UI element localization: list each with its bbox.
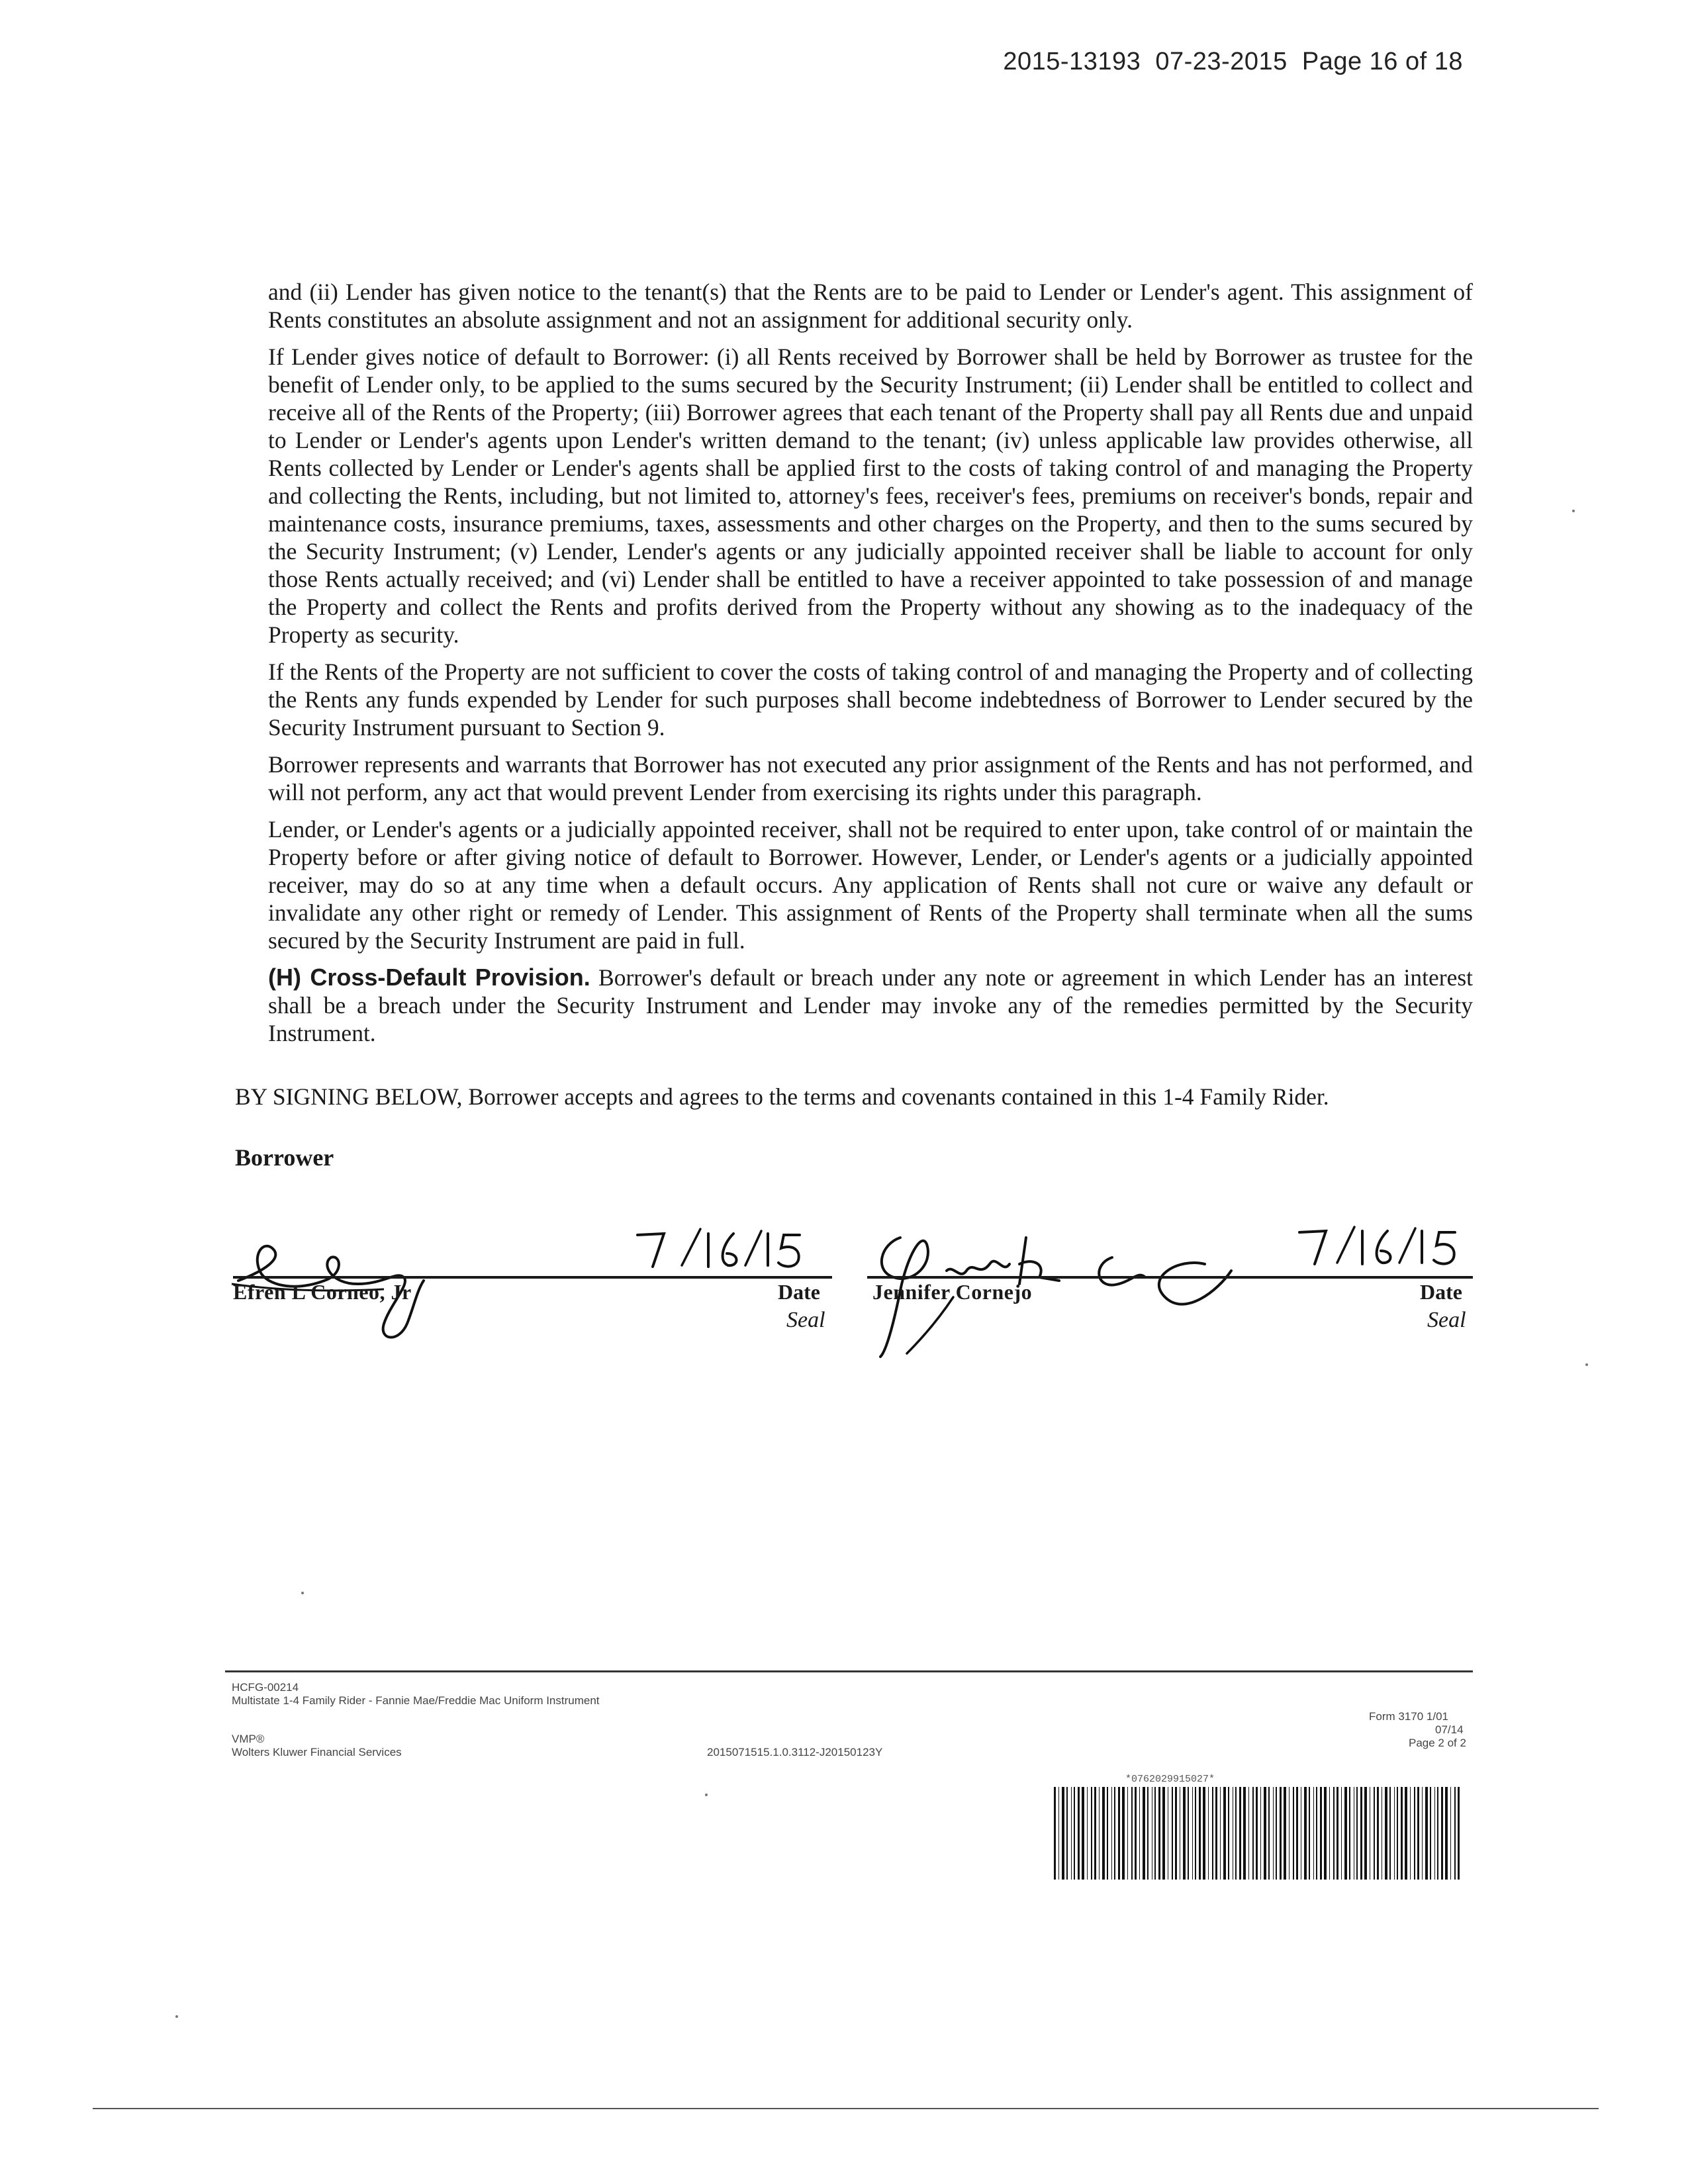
- barcode-bar: [1099, 1787, 1100, 1880]
- signer-1-name: Efren L Corneo, Jr: [233, 1280, 412, 1304]
- footer-form-revision: 07/14: [1435, 1723, 1464, 1736]
- barcode-bar: [1264, 1787, 1266, 1880]
- document-body: [268, 278, 1473, 1056]
- barcode-bar: [1454, 1787, 1456, 1880]
- barcode-text: *0762029915027*: [1125, 1774, 1215, 1785]
- barcode-bar: [1175, 1787, 1177, 1880]
- barcode-bar: [1313, 1787, 1314, 1880]
- barcode-bar: [1374, 1787, 1375, 1880]
- footer-form-number: Form 3170 1/01: [1369, 1710, 1449, 1723]
- barcode-bar: [1329, 1787, 1330, 1880]
- scan-speck: [175, 2015, 178, 2018]
- bottom-edge-rule: [93, 2108, 1599, 2109]
- footer-vendor-name: Wolters Kluwer Financial Services: [232, 1746, 402, 1758]
- barcode-bar: [1450, 1787, 1451, 1880]
- barcode-bar: [1445, 1787, 1448, 1880]
- barcode-bar: [1223, 1787, 1226, 1880]
- barcode-bar: [1195, 1787, 1196, 1880]
- scan-speck: [705, 1794, 708, 1796]
- barcode-bar: [1135, 1787, 1137, 1880]
- cross-default-section: [268, 964, 1473, 1047]
- barcode-bar: [1118, 1787, 1120, 1880]
- barcode-bar: [1078, 1787, 1080, 1880]
- barcode-bar: [1256, 1787, 1258, 1880]
- barcode-bar: [1102, 1787, 1105, 1880]
- footer-doc-id: 2015071515.1.0.3112-J20150123Y: [707, 1746, 883, 1758]
- footer-vendor: VMP®: [232, 1733, 265, 1745]
- barcode-bar: [1437, 1787, 1438, 1880]
- barcode-bar: [1410, 1787, 1411, 1880]
- footer-page-of: Page 2 of 2: [1409, 1737, 1466, 1749]
- barcode-graphic: [1054, 1787, 1464, 1880]
- footer-form-title: Multistate 1-4 Family Rider - Fannie Mae/Freddie Mac Uniform Instrument: [232, 1694, 600, 1707]
- barcode-bar: [1154, 1787, 1156, 1880]
- barcode-bar: [1260, 1787, 1261, 1880]
- barcode-bar: [1401, 1787, 1403, 1880]
- barcode-bar: [1131, 1787, 1133, 1880]
- barcode-bar: [1212, 1787, 1213, 1880]
- barcode-bar: [1273, 1787, 1274, 1880]
- barcode-bar: [1304, 1787, 1307, 1880]
- barcode-bar: [1336, 1787, 1338, 1880]
- barcode-bar: [1284, 1787, 1286, 1880]
- barcode-bar: [1434, 1787, 1435, 1880]
- barcode-bar: [1235, 1787, 1237, 1880]
- barcode-bar: [1122, 1787, 1125, 1880]
- barcode-bar: [1405, 1787, 1407, 1880]
- body-paragraph: Borrower represents and warrants that Borrower has not executed any prior assignment of the Rents and has not performed, and will not perform, any act that would prevent Lender from exercising its rights under this paragraph.: [268, 751, 1473, 805]
- scan-speck: [1585, 1363, 1588, 1366]
- scan-speck: [301, 1592, 304, 1594]
- barcode-bar: [1111, 1787, 1112, 1880]
- barcode-bar: [1248, 1787, 1249, 1880]
- barcode-bar: [1183, 1787, 1186, 1880]
- barcode-bar: [1143, 1787, 1145, 1880]
- signer-1-seal-label: Seal: [786, 1308, 825, 1332]
- barcode-bar: [1385, 1787, 1387, 1880]
- barcode-bar: [1239, 1787, 1241, 1880]
- footer-rule: [225, 1670, 1473, 1672]
- barcode-bar: [1162, 1787, 1165, 1880]
- barcode-bar: [1293, 1787, 1294, 1880]
- barcode-bar: [1094, 1787, 1096, 1880]
- barcode-bar: [1309, 1787, 1310, 1880]
- barcode-bar: [1430, 1787, 1431, 1880]
- barcode-bar: [1139, 1787, 1140, 1880]
- body-paragraph: If Lender gives notice of default to Borrower: (i) all Rents received by Borrower shall be held by Borrower as trustee for the benefit of Lender only, to be applied to the sums secured by the Security Instrument; (ii) Lender shall be entitled to collect and receive all of the Rents of the Property; (iii) Borrower agrees that each tenant of the Property shall pay all Rents due and unpaid to Lender or Lender's agents upon Lender's written demand to the tenant; (iv) unless applicable law provides otherwise, all Rents collected by Lender or Lender's agents shall be applied first to the costs of taking control of and managing the Property and collecting the Rents, including, but not limited to, attorney's fees, receiver's fees, premiums on receiver's bonds, repair and maintenance costs, insurance premiums, taxes, assessments and other charges on the Property, and then to the sums secured by the Security Instrument; (v) Lender, Lender's agents or any judicially appointed receiver shall be liable to account for only those Rents actually received; and (vi) Lender shall be entitled to have a receiver appointed to take possession of and manage the Property and collect the Rents and profits derived from the Property without any showing as to the inadequacy of the Property as security.: [268, 343, 1473, 648]
- barcode-bar: [1066, 1787, 1068, 1880]
- signature-2-date-handwriting: [1296, 1223, 1462, 1276]
- signer-2-name: Jennifer Cornejo: [872, 1280, 1033, 1304]
- barcode-bar: [1268, 1787, 1270, 1880]
- body-paragraph: If the Rents of the Property are not sufficient to cover the costs of taking control of and managing the Property and of collecting the Rents any funds expended by Lender for such purposes shall become indebtedness of Borrower to Lender secured by the Security Instrument pursuant to Section 9.: [268, 659, 1473, 741]
- barcode-bar: [1441, 1787, 1443, 1880]
- barcode-bar: [1360, 1787, 1362, 1880]
- barcode-bar: [1397, 1787, 1398, 1880]
- signer-2-date-label: Date: [1420, 1280, 1462, 1304]
- barcode-bar: [1058, 1787, 1059, 1880]
- cross-default-text: Borrower's default or breach under any note or agreement in which Lender has an interest shall be a breach under the Security Instrument and Lender may invoke any of the remedies permitted by the Security Instrument.: [268, 964, 1474, 1046]
- barcode-bar: [1320, 1787, 1322, 1880]
- scan-speck: [1572, 510, 1575, 512]
- barcode-bar: [1107, 1787, 1108, 1880]
- signature-1-line: [233, 1276, 832, 1279]
- barcode-bar: [1091, 1787, 1092, 1880]
- barcode-bar: [1364, 1787, 1367, 1880]
- barcode-bar: [1349, 1787, 1350, 1880]
- cross-default-heading: (H) Cross-Default Provision.: [268, 964, 590, 991]
- barcode-bar: [1192, 1787, 1193, 1880]
- signature-2-line: [867, 1276, 1473, 1279]
- barcode-bar: [1422, 1787, 1423, 1880]
- barcode-bar: [1215, 1787, 1217, 1880]
- barcode-bar: [1417, 1787, 1419, 1880]
- barcode-bar: [1127, 1787, 1128, 1880]
- barcode-bar: [1087, 1787, 1088, 1880]
- barcode-bar: [1341, 1787, 1342, 1880]
- barcode-bar: [1458, 1787, 1460, 1880]
- signature-1-date-handwriting: [634, 1226, 806, 1279]
- barcode-bar: [1203, 1787, 1205, 1880]
- barcode-bar: [1147, 1787, 1149, 1880]
- barcode-bar: [1054, 1787, 1056, 1880]
- borrower-label: Borrower: [235, 1144, 334, 1171]
- signing-statement: BY SIGNING BELOW, Borrower accepts and agrees to the terms and covenants contained in this 1-4 Family Rider.: [235, 1083, 1329, 1110]
- barcode-bar: [1425, 1787, 1428, 1880]
- barcode-bar: [1172, 1787, 1173, 1880]
- barcode-bar: [1071, 1787, 1072, 1880]
- barcode-bar: [1243, 1787, 1246, 1880]
- body-paragraph: Lender, or Lender's agents or a judicially appointed receiver, shall not be required to enter upon, take control of or maintain the Property before or after giving notice of default to Borrower. However, Lender, or Lender's agents or a judicially appointed receiver, may do so at any time when a default occurs. Any application of Rents shall not cure or waive any default or invalidate any other right or remedy of Lender. This assignment of Rents of the Property shall terminate when all the sums secured by the Security Instrument are paid in full.: [268, 816, 1473, 954]
- barcode-bar: [1296, 1787, 1298, 1880]
- barcode-bar: [1074, 1787, 1075, 1880]
- barcode-bar: [1082, 1787, 1084, 1880]
- barcode-bar: [1324, 1787, 1327, 1880]
- barcode-bar: [1377, 1787, 1379, 1880]
- barcode-bar: [1276, 1787, 1277, 1880]
- barcode-bar: [1333, 1787, 1335, 1880]
- barcode-bar: [1394, 1787, 1395, 1880]
- barcode-bar: [1062, 1787, 1064, 1880]
- barcode-bar: [1208, 1787, 1209, 1880]
- barcode-bar: [1414, 1787, 1415, 1880]
- barcode-bar: [1280, 1787, 1282, 1880]
- barcode-bar: [1199, 1787, 1201, 1880]
- barcode-bar: [1316, 1787, 1317, 1880]
- barcode-bar: [1158, 1787, 1160, 1880]
- barcode-bar: [1188, 1787, 1189, 1880]
- signer-1-date-label: Date: [778, 1280, 820, 1304]
- signer-2-seal-label: Seal: [1427, 1308, 1466, 1332]
- barcode-bar: [1220, 1787, 1221, 1880]
- body-paragraph: and (ii) Lender has given notice to the tenant(s) that the Rents are to be paid to Lender or Lender's agent. This assignment of Rents constitutes an absolute assignment and not an assignment for additional security only.: [268, 279, 1473, 333]
- barcode-bar: [1389, 1787, 1391, 1880]
- barcode-bar: [1344, 1787, 1347, 1880]
- recording-stamp: 2015-13193 07-23-2015 Page 16 of 18: [1003, 48, 1463, 75]
- footer-form-code: HCFG-00214: [232, 1681, 299, 1694]
- barcode-bar: [1252, 1787, 1254, 1880]
- barcode-bar: [1114, 1787, 1115, 1880]
- barcode-bar: [1356, 1787, 1358, 1880]
- barcode-bar: [1228, 1787, 1229, 1880]
